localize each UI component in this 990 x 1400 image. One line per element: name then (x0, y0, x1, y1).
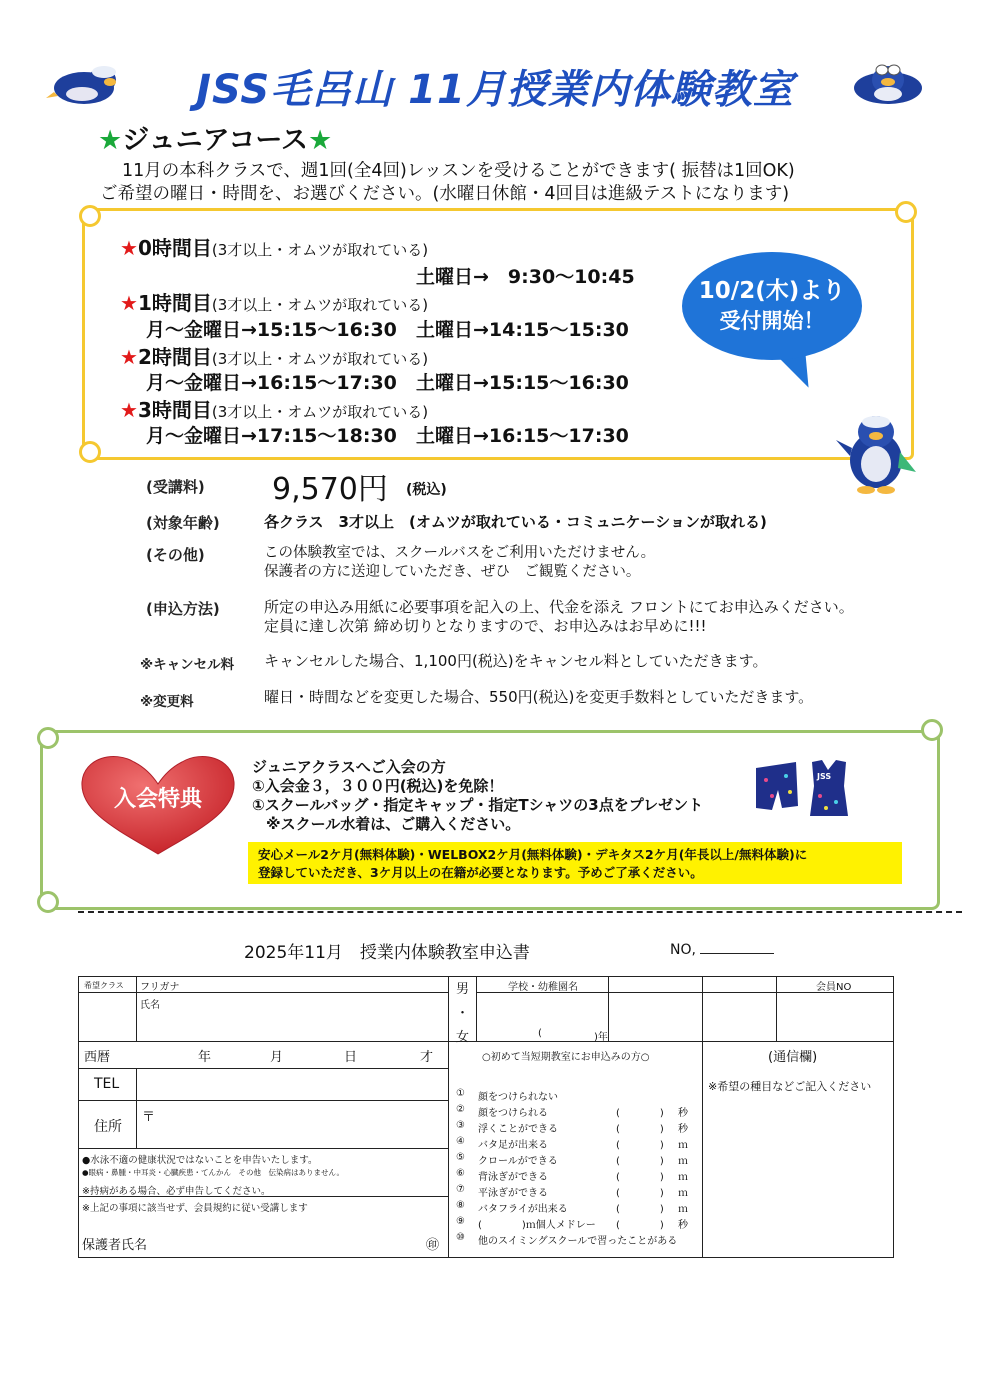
cancel-value: キャンセルした場合、1,100円(税込)をキャンセル料としていただきます。 (264, 652, 768, 670)
address-label: 住所 (94, 1119, 122, 1135)
intro-text (100, 160, 920, 206)
item-blank: ( ) (616, 1188, 664, 1199)
male-option[interactable]: 男 (456, 982, 470, 997)
apply-line-2: 定員に達し次第 締め切りとなりますので、お申込みはお早めに!!! (264, 617, 707, 635)
comm-label: (通信欄) (768, 1050, 818, 1065)
benefit-line-1: ジュニアクラスへご入会の方 (252, 758, 446, 776)
page-title: JSS毛呂山 11月授業内体験教室 (196, 67, 794, 113)
fee-value: 9,570円 (272, 472, 388, 507)
item-unit: 秒 (678, 1108, 688, 1119)
gender-separator: ・ (456, 1006, 470, 1021)
cut-line (78, 911, 962, 913)
item-number: ⑤ (456, 1152, 465, 1163)
item-unit: ｍ (678, 1188, 688, 1199)
period-name: 2時間目 (137, 345, 212, 369)
form-number (670, 940, 774, 958)
grade-close: )年 (594, 1032, 608, 1043)
other-text (264, 544, 655, 582)
health-declaration-2: ●眼病・鼻腫・中耳炎・心臓疾患・てんかん その他 伝染病はありません。 (82, 1168, 344, 1177)
bubble-line-2: 受付開始！ (719, 309, 825, 333)
class-label: 希望クラス (84, 981, 124, 990)
period-1-saturday: 土曜日→14:15～15:30 (416, 319, 629, 341)
star-icon-right: ★ (307, 125, 333, 156)
item-unit: ｍ (678, 1156, 688, 1167)
star-icon: ★ (120, 398, 138, 422)
item-text: 浮くことができる (478, 1124, 558, 1135)
item-text: 顔をつけられない (478, 1092, 558, 1103)
item-unit: ｍ (678, 1140, 688, 1151)
school-label: 学校・幼稚園名 (508, 982, 578, 993)
reception-start-bubble (682, 252, 862, 360)
swimsuit-icon (752, 756, 852, 822)
apply-line-1: 所定の申込み用紙に必要事項を記入の上、代金を添え フロントにてお申込みください。 (264, 598, 854, 616)
postal-mark: 〒 (142, 1110, 156, 1125)
item-text: バタ足が出来る (478, 1140, 548, 1151)
benefit-condition-1: 安心メール2ケ月(無料体験)・WELBOX2ケ月(無料体験)・デキタス2ケ月(年長以上/無料体験)に (258, 847, 808, 862)
period-name: 1時間目 (137, 291, 212, 315)
item-number: ① (456, 1088, 465, 1099)
other-line-2: 保護者の方に送迎していただき、ぜひ ご観覧ください。 (264, 564, 641, 580)
other-label: (その他) (146, 546, 205, 564)
item-number: ② (456, 1104, 465, 1115)
period-1-title (120, 287, 428, 316)
period-2-title (120, 341, 428, 370)
item-number: ⑦ (456, 1184, 465, 1195)
benefit-text (252, 758, 703, 834)
period-0-saturday: 土曜日→ 9:30～10:45 (416, 266, 635, 288)
item-blank: ( ) (616, 1140, 664, 1151)
item-number: ③ (456, 1120, 465, 1131)
period-1-weekday: 月～金曜日→15:15～16:30 (146, 319, 397, 341)
benefit-condition-2: 登録していただき、3ケ月以上の在籍が必要となります。予めご了承ください。 (258, 865, 703, 880)
period-name: 3時間目 (137, 398, 212, 422)
item-text: ( )ｍ個人メドレー (478, 1220, 596, 1231)
swimsuit-logo: JSS (817, 772, 832, 781)
period-condition: (3才以上・オムツが取れている) (211, 350, 429, 368)
apply-text (264, 598, 854, 636)
grade-open: ( (538, 1028, 542, 1039)
period-3-weekday: 月～金曜日→17:15～18:30 (146, 425, 397, 447)
star-icon: ★ (120, 291, 138, 315)
tel-label: TEL (94, 1076, 120, 1092)
intro-line-2: ご希望の曜日・時間を、お選びください。(水曜日休館・4回目は進級テストになります) (100, 184, 790, 204)
item-number: ⑥ (456, 1168, 465, 1179)
change-value: 曜日・時間などを変更した場合、550円(税込)を変更手数料としていただきます。 (264, 688, 814, 706)
course-subtitle-text: ジュニアコース (122, 125, 308, 156)
period-3-title (120, 394, 428, 423)
star-icon: ★ (120, 236, 138, 260)
item-text: 顔をつけられる (478, 1108, 548, 1119)
period-condition: (3才以上・オムツが取れている) (211, 241, 429, 259)
item-text: 平泳ぎができる (478, 1188, 548, 1199)
item-unit: ｍ (678, 1172, 688, 1183)
item-number: ⑨ (456, 1216, 465, 1227)
fee-label: (受講料) (146, 478, 205, 496)
course-subtitle (98, 118, 332, 157)
item-text: 背泳ぎができる (478, 1172, 548, 1183)
benefit-line-2: ①入会金３，３００円(税込)を免除！ (252, 777, 504, 795)
period-3-saturday: 土曜日→16:15～17:30 (416, 425, 629, 447)
item-text: 他のスイミングスクールで習ったことがある (478, 1236, 678, 1247)
birth-label: 西暦 (84, 1050, 111, 1065)
age-unit: 才 (420, 1050, 434, 1065)
star-icon-left: ★ (98, 125, 123, 156)
age-value: 各クラス 3才以上 (オムツが取れている・コミュニケーションが取れる) (264, 513, 767, 531)
health-declaration-1: ●水泳不適の健康状況ではないことを申告いたします。 (82, 1155, 318, 1166)
item-unit: 秒 (678, 1220, 688, 1231)
change-label: ※変更料 (140, 694, 194, 710)
period-name: 0時間目 (137, 236, 212, 260)
benefit-conditions (248, 842, 902, 884)
furigana-label: フリガナ (140, 982, 180, 993)
item-text: クロールができる (478, 1156, 558, 1167)
item-unit: 秒 (678, 1124, 688, 1135)
star-icon: ★ (120, 345, 138, 369)
seal-mark: ㊞ (426, 1238, 440, 1253)
intro-line-1: 11月の本科クラスで、週1回(全4回)レッスンを受けることができます( 振替は1回OK) (122, 161, 795, 181)
comm-note: ※希望の種目などご記入ください (708, 1080, 872, 1093)
item-blank: ( ) (616, 1172, 664, 1183)
bubble-line-1: 10/2(木)より (698, 278, 846, 304)
name-label: 氏名 (140, 1000, 160, 1011)
heart-label: 入会特典 (113, 787, 202, 812)
item-text: バタフライが出来る (478, 1204, 568, 1215)
item-number: ④ (456, 1136, 465, 1147)
item-blank: ( ) (616, 1108, 664, 1119)
health-declaration-4: ※上記の事項に該当せず、会員規約に従い受講します (82, 1203, 308, 1214)
item-blank: ( ) (616, 1220, 664, 1231)
birth-month: 月 (270, 1050, 284, 1065)
fee-tax: (税込) (406, 482, 447, 498)
birth-year: 年 (198, 1050, 212, 1065)
item-unit: ｍ (678, 1204, 688, 1215)
benefit-line-4: ※スクール水着は、ご購入ください。 (266, 815, 521, 833)
apply-label: (申込方法) (146, 600, 220, 618)
female-option[interactable]: 女 (456, 1030, 470, 1045)
item-number: ⑧ (456, 1200, 465, 1211)
other-line-1: この体験教室では、スクールバスをご利用いただけません。 (264, 545, 656, 561)
period-0-title (120, 232, 428, 261)
form-title: 2025年11月 授業内体験教室申込書 (244, 943, 530, 963)
penguin-standing-icon (832, 412, 918, 494)
item-blank: ( ) (616, 1124, 664, 1135)
form-number-field[interactable] (700, 940, 774, 954)
cancel-label: ※キャンセル料 (140, 657, 235, 673)
guardian-label: 保護者氏名 (82, 1238, 148, 1253)
period-condition: (3才以上・オムツが取れている) (211, 296, 429, 314)
period-2-weekday: 月～金曜日→16:15～17:30 (146, 372, 397, 394)
member-no-label: 会員NO (816, 982, 852, 993)
period-condition: (3才以上・オムツが取れている) (211, 403, 429, 421)
item-number: ⑩ (456, 1232, 465, 1243)
first-time-note: ○初めて当短期教室にお申込みの方○ (482, 1052, 650, 1063)
age-label: (対象年齢) (146, 514, 220, 532)
birth-day: 日 (344, 1050, 358, 1065)
item-blank: ( ) (616, 1204, 664, 1215)
period-2-saturday: 土曜日→15:15～16:30 (416, 372, 629, 394)
form-number-label: NO, (670, 942, 696, 958)
item-blank: ( ) (616, 1156, 664, 1167)
benefit-line-3: ①スクールバッグ・指定キャップ・指定Tシャツの3点をプレゼント (252, 796, 704, 814)
health-declaration-3: ※持病がある場合、必ず申告してください。 (82, 1186, 271, 1197)
